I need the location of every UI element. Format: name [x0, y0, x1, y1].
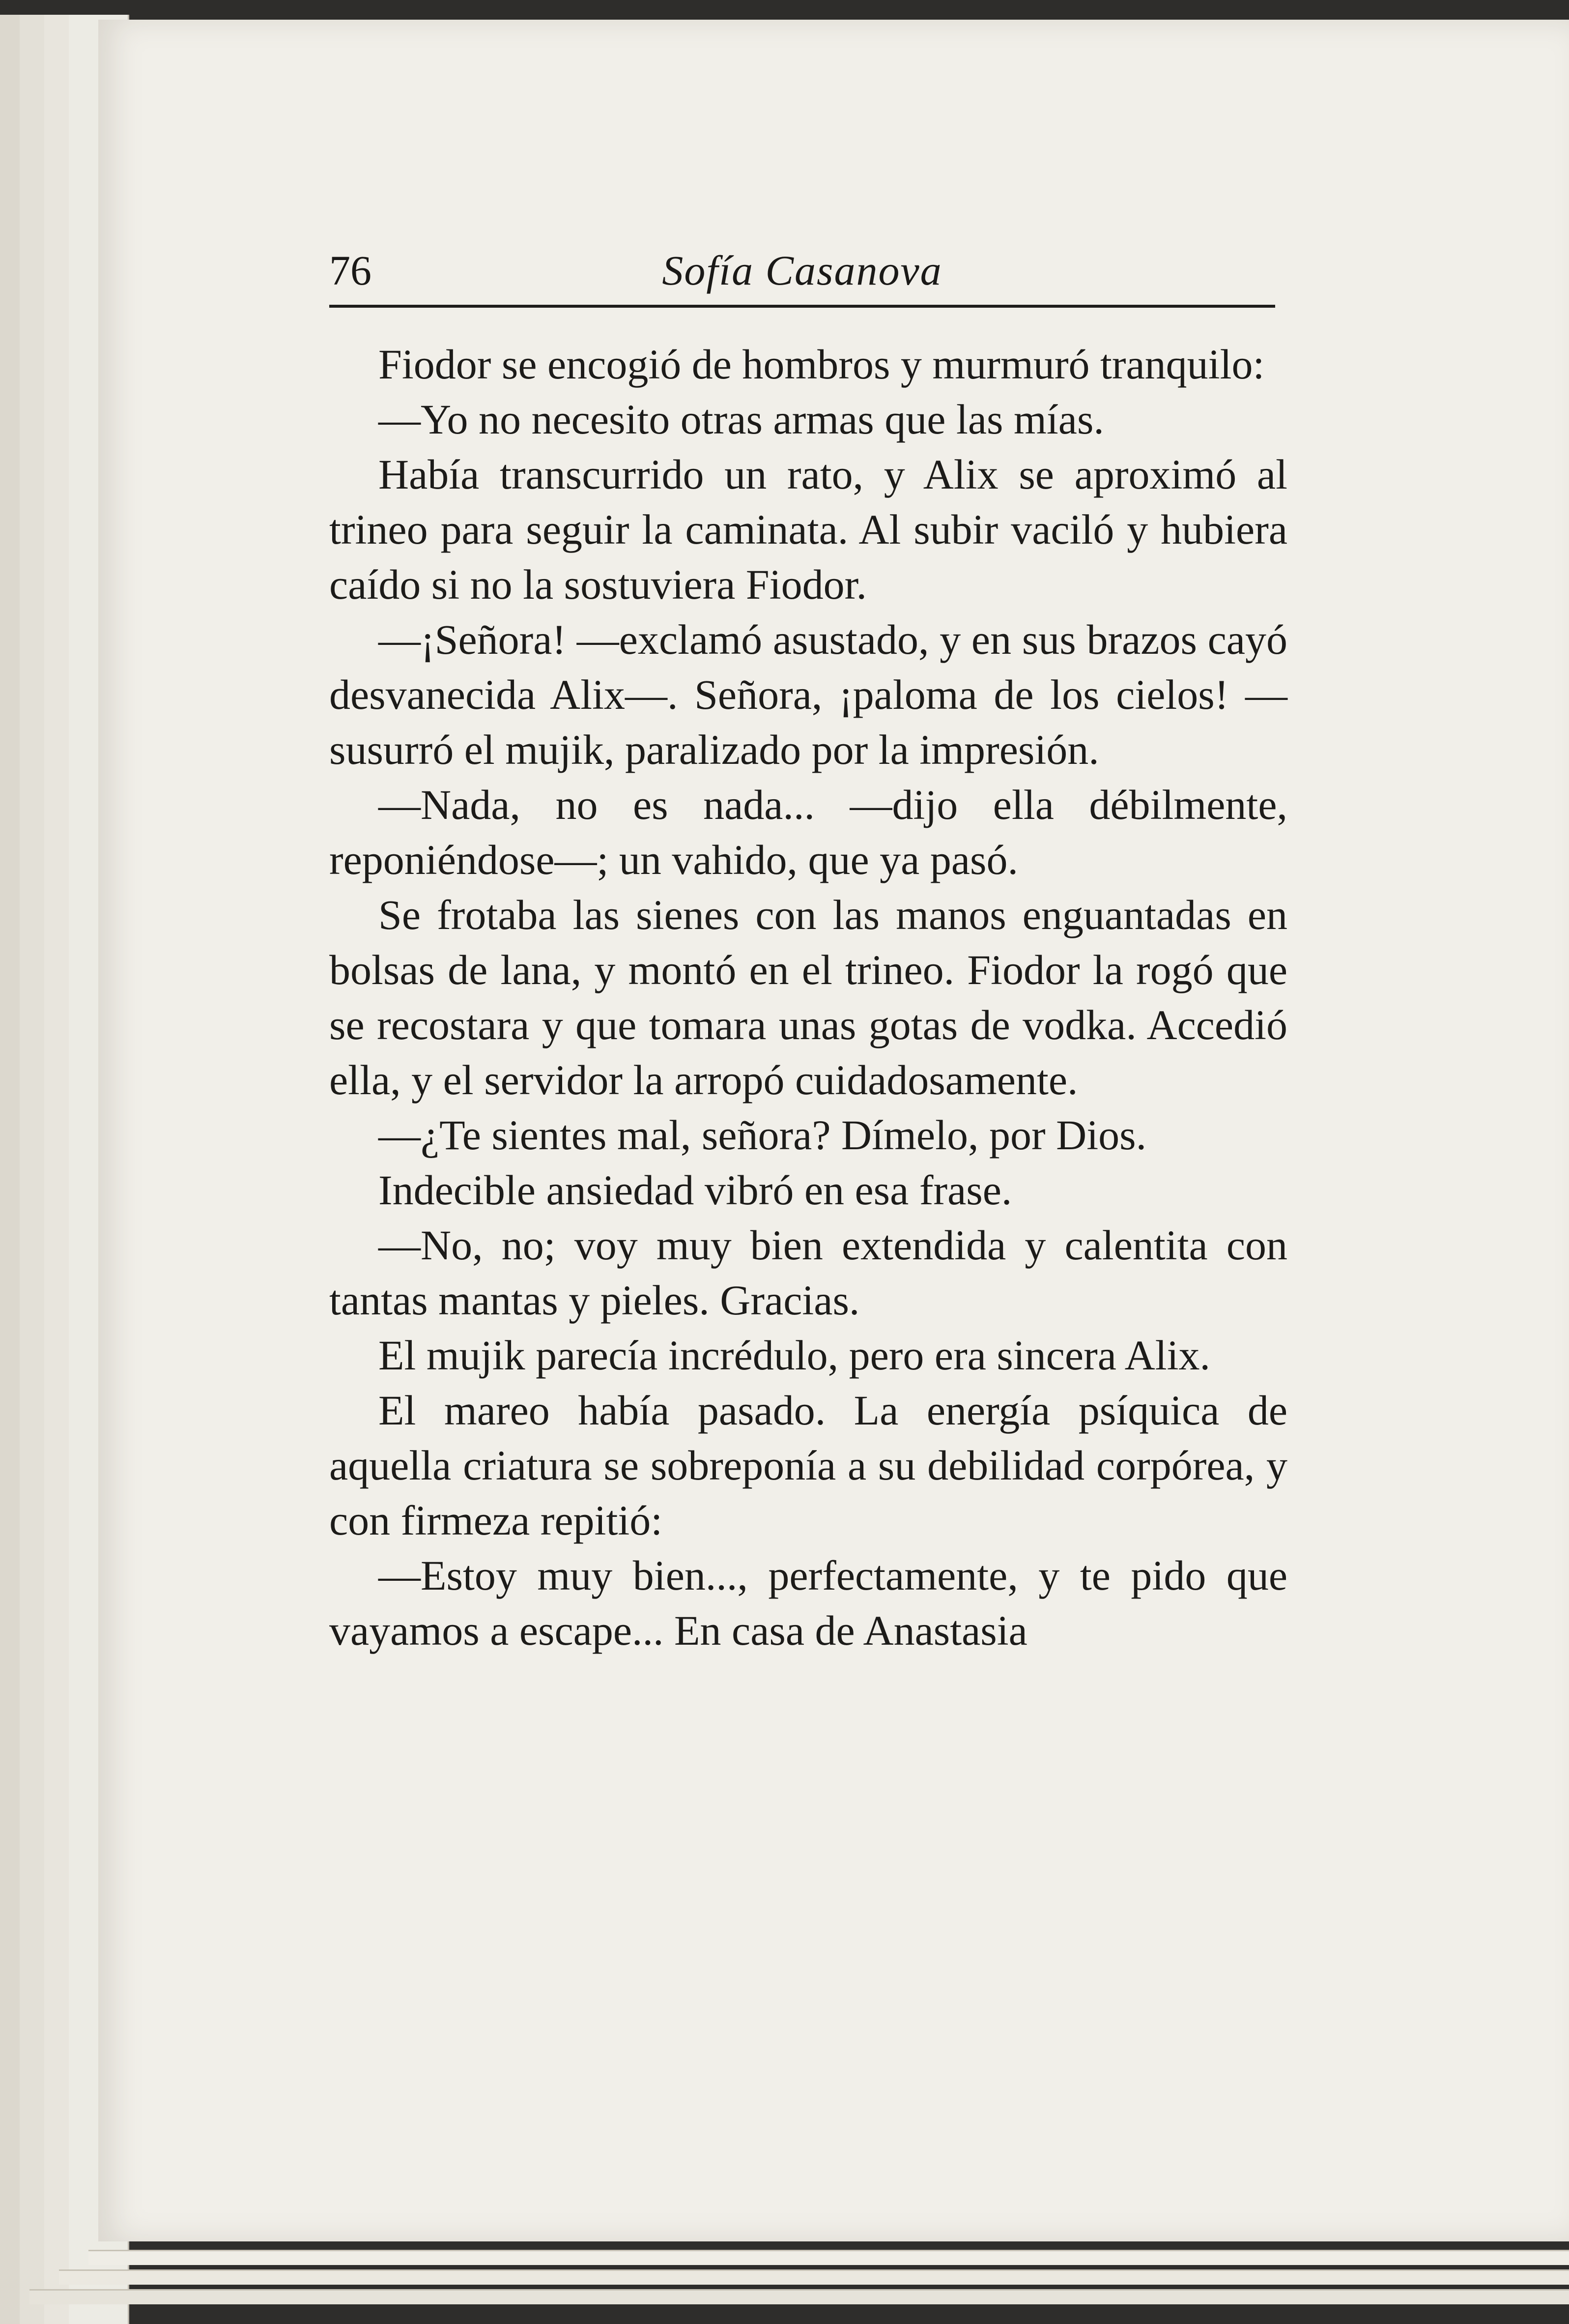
paragraph: El mareo había pasado. La energía psíquica de aquella criatura se sobreponía a su debilidad corpórea, y con firmeza repitió:	[329, 1387, 1287, 1544]
paragraph: —¿Te sientes mal, señora? Dímelo, por Dios.	[378, 1111, 1147, 1159]
paragraph: —Estoy muy bien..., perfectamente, y te pido que vayamos a escape... En casa de Anastasia	[329, 1552, 1287, 1654]
paragraph: —Nada, no es nada... —dijo ella débilmente, reponiéndose—; un vahido, que ya pasó.	[329, 781, 1287, 883]
page-number: 76	[329, 247, 371, 294]
paragraph: Se frotaba las sienes con las manos enguantadas en bolsas de lana, y montó en el trineo. Fiodor la rogó que se recostara y que tomara unas gotas de vodka. Accedió ella, y el servidor la arropó cuidadosamente.	[329, 891, 1287, 1104]
bottom-page-edge	[29, 2289, 1569, 2304]
paragraph: El mujik parecía incrédulo, pero era sincera Alix.	[378, 1332, 1211, 1379]
paragraph: Indecible ansiedad vibró en esa frase.	[378, 1166, 1012, 1214]
paragraph: Había transcurrido un rato, y Alix se aproximó al trineo para seguir la caminata. Al subir vaciló y hubiera caído si no la sostuviera Fiodor.	[329, 451, 1287, 608]
paragraph: —Yo no necesito otras armas que las mías.	[378, 396, 1104, 443]
paragraph: Fiodor se encogió de hombros y murmuró tranquilo:	[378, 341, 1265, 388]
body-text	[329, 337, 1287, 1658]
page-header	[329, 241, 1275, 308]
paragraph: —¡Señora! —exclamó asustado, y en sus brazos cayó desvanecida Alix—. Señora, ¡paloma de los cielos! —susurró el mujik, paralizado por la impresión.	[329, 616, 1287, 773]
paragraph: —No, no; voy muy bien extendida y calentita con tantas mantas y pieles. Gracias.	[329, 1221, 1287, 1324]
bottom-page-edge	[59, 2269, 1569, 2285]
running-title: Sofía Casanova	[662, 247, 942, 294]
bottom-page-edge	[88, 2250, 1569, 2265]
